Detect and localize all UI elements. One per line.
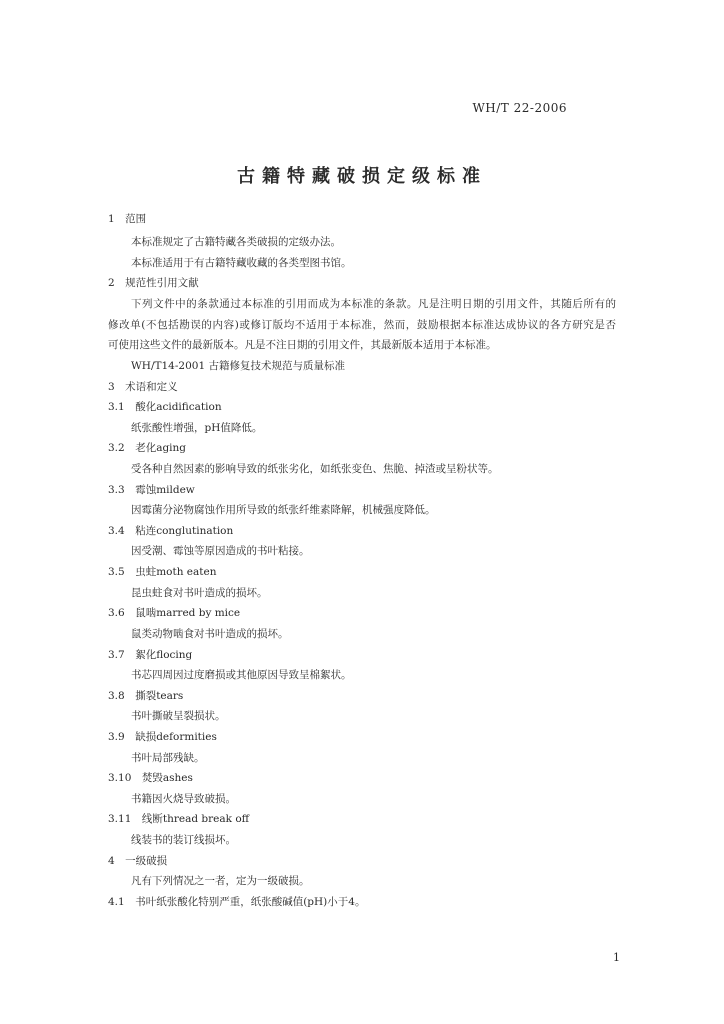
section-heading: 4 一级破损	[108, 855, 168, 867]
body-line: 本标准规定了古籍特藏各类破损的定级办法。	[131, 236, 341, 248]
term-definition: 书叶撕破呈裂损状。	[131, 710, 226, 722]
term-definition: 书叶局部残缺。	[131, 752, 205, 764]
term-definition: 纸张酸性增强，pH值降低。	[131, 422, 263, 434]
reference-line: WH/T14-2001 古籍修复技术规范与质量标准	[131, 360, 345, 372]
section-heading: 3 术语和定义	[108, 381, 178, 393]
term-heading: 3.9 缺损deformities	[108, 731, 217, 743]
term-heading: 3.10 焚毁ashes	[108, 772, 193, 784]
term-definition: 书籍因火烧导致破损。	[131, 793, 236, 805]
term-heading: 3.5 虫蛀moth eaten	[108, 566, 217, 578]
page-number: 1	[613, 951, 620, 964]
body-line: 可使用这些文件的最新版本。凡是不注日期的引用文件，其最新版本适用于本标准。	[108, 339, 497, 351]
term-heading: 3.1 酸化acidification	[108, 401, 222, 413]
term-definition: 昆虫蛀食对书叶造成的损坏。	[131, 587, 268, 599]
term-definition: 鼠类动物啮食对书叶造成的损坏。	[131, 628, 289, 640]
standard-code: WH/T 22-2006	[472, 101, 567, 115]
term-heading: 3.7 絮化flocing	[108, 649, 193, 661]
section-heading: 2 规范性引用文献	[108, 277, 199, 289]
section-heading: 1 范围	[108, 213, 147, 225]
term-definition: 受各种自然因素的影响导致的纸张劣化，如纸张变色、焦脆、掉渣或呈粉状等。	[131, 463, 499, 475]
term-definition: 线装书的装订线损坏。	[131, 834, 236, 846]
term-definition: 因受潮、霉蚀等原因造成的书叶粘接。	[131, 545, 310, 557]
term-heading: 3.11 线断thread break off	[108, 813, 250, 825]
document-title: 古籍特藏破损定级标准	[237, 166, 487, 187]
term-heading: 3.3 霉蚀mildew	[108, 484, 195, 496]
term-heading: 3.6 鼠啮marred by mice	[108, 607, 241, 619]
body-line: 修改单(不包括勘误的内容)或修订版均不适用于本标准，然而，鼓励根据本标准达成协议的各方研究是否	[108, 319, 616, 331]
term-definition: 因霉菌分泌物腐蚀作用所导致的纸张纤维素降解，机械强度降低。	[131, 504, 436, 516]
clause-line: 4.1 书叶纸张酸化特别严重，纸张酸碱值(pH)小于4。	[108, 896, 366, 908]
body-line: 凡有下列情况之一者，定为一级破损。	[131, 875, 310, 887]
term-definition: 书芯四周因过度磨损或其他原因导致呈棉絮状。	[131, 669, 352, 681]
term-heading: 3.2 老化aging	[108, 442, 187, 454]
body-line: 本标准适用于有古籍特藏收藏的各类型图书馆。	[131, 257, 352, 269]
term-heading: 3.8 撕裂tears	[108, 690, 184, 702]
term-heading: 3.4 粘连conglutination	[108, 525, 234, 537]
body-line: 下列文件中的条款通过本标准的引用而成为本标准的条款。凡是注明日期的引用文件，其随后所有的	[131, 298, 616, 310]
